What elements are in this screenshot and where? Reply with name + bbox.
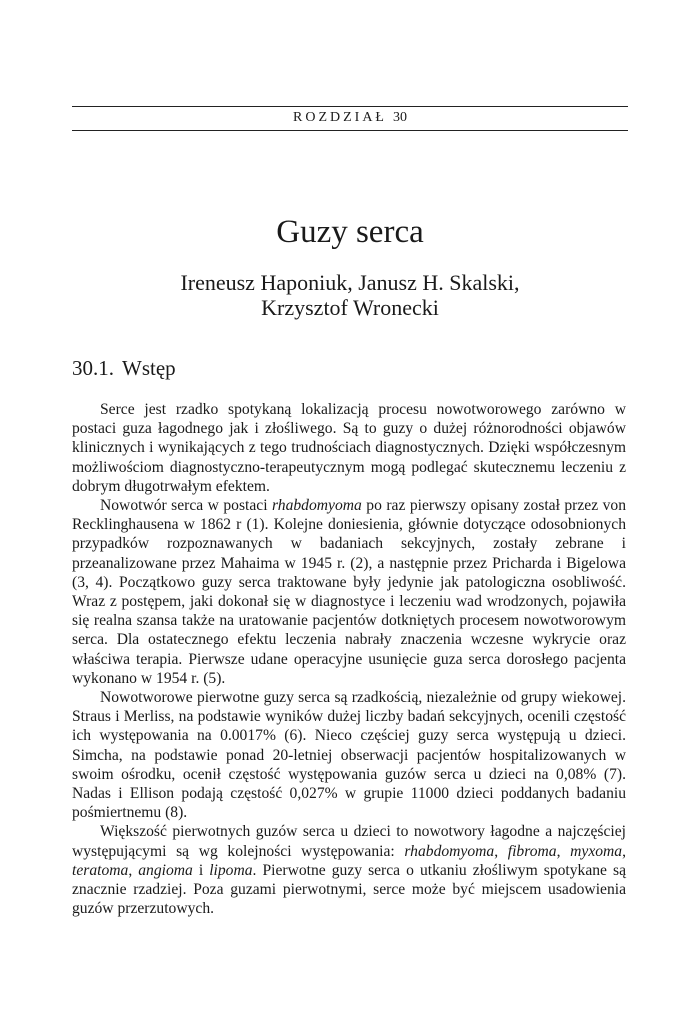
paragraph [72, 400, 626, 496]
italic-term: myxoma [570, 842, 623, 860]
chapter-number: 30 [393, 110, 407, 125]
paragraph [72, 496, 626, 688]
italic-term: rhabdomyoma [272, 497, 362, 515]
authors-line-2: Krzysztof Wronecki [261, 295, 439, 320]
italic-term: lipoma [209, 861, 253, 879]
section-heading [72, 356, 176, 381]
section-title: Wstęp [122, 356, 176, 380]
text-run: , [494, 842, 508, 860]
chapter-word: ROZDZIAŁ [293, 110, 387, 125]
text-run: Serce jest rzadko spotykaną lokalizacją procesu nowotworowego zarówno w postaci guza łagodnego jak i złośliwego. Są to guzy o dużej różnorodności objawów klinicznych i wynikających z tego trudnościach diagnostycznych. Dzięki współczesnym możliwościom diagnostyczno-terapeutycznym mogą podlegać skutecznemu leczeniu z dobrym długotrwałym efektem. [72, 401, 626, 495]
text-run: , [622, 842, 627, 860]
paragraph [72, 822, 626, 918]
italic-term: teratoma [72, 861, 129, 879]
body-text [72, 400, 626, 918]
chapter-title: Guzy serca [276, 214, 424, 250]
italic-term: fibroma [507, 842, 557, 860]
chapter-label [72, 110, 628, 126]
text-run: , [128, 861, 139, 879]
text-run: po raz pierwszy opisany został przez von Recklinghausena w 1862 r (1). Kolejne doniesienia, głównie dotyczące odosobnionych przypadków rozpoznawanych w badaniach sekcyjnych, zostały zebrane i przeanalizowane przez Mahaima w 1945 r. (2), a następnie przez Pricharda i Bigelowa (3, 4). Początkowo guzy serca traktowane były jedynie jak patologiczna osobliwość. Wraz z postępem, jaki dokonał się w diagnostyce i leczeniu wad wrodzonych, pojawiła się realna szansa także na uratowanie pacjentów dotkniętych procesem nowotworowym serca. Dla ostatecznego efektu leczenia nabrały znaczenia wczesne wykrycie oraz właściwa terapia. Pierwsze udane operacyjne usunięcie guza serca dorosłego pacjenta wykonano w 1954 r. (5). [72, 497, 626, 687]
section-number: 30.1. [72, 356, 114, 380]
authors-line-1: Ireneusz Haponiuk, Janusz H. Skalski, [180, 270, 520, 295]
text-run: Nowotworowe pierwotne guzy serca są rzadkością, niezależnie od grupy wiekowej. Straus i Merliss, na podstawie wyników dużej liczby badań sekcyjnych, ocenili częstość ich występowania na 0.0017% (6). Nieco częściej guzy serca występują u dzieci. Simcha, na podstawie ponad 20-letniej obserwacji pacjentów hospitalizowanych w swoim ośrodku, ocenił częstość występowania guzów serca u dzieci na 0,08% (7). Nadas i Ellison podają częstość 0,027% w grupie 11000 dzieci poddanych badaniu pośmiertnemu (8). [72, 689, 626, 822]
text-run: , [556, 842, 571, 860]
header-bottom-rule [72, 130, 628, 131]
text-run: Nowotwór serca w postaci [100, 497, 272, 515]
authors [72, 270, 628, 320]
text-run: . Pierwotne guzy serca o utkaniu złośliwym spotykane są znacznie rzadziej. Poza guzami pierwotnymi, serce może być miejscem usadowienia guzów przerzutowych. [72, 861, 626, 918]
italic-term: rhabdomyoma [404, 842, 495, 860]
paragraph [72, 688, 626, 822]
header-top-rule [72, 106, 628, 107]
text-run: i [192, 861, 210, 879]
italic-term: angioma [138, 861, 193, 879]
text-run: Większość pierwotnych guzów serca u dzieci to nowotwory łagodne a najczęściej występującymi są wg kolejności występowania: [72, 823, 626, 860]
